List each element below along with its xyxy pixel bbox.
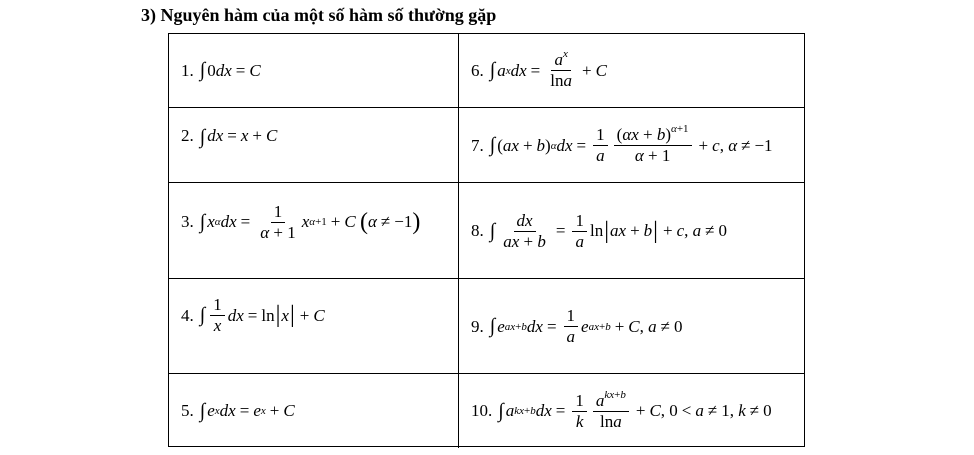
formula-5: 5. ∫ e x dx = e x + C bbox=[181, 399, 295, 422]
formula-3: 3. ∫ x α dx = $\frac{1}{\alpha + 1}$ x α+1 + C ( α ≠ −1 ) bbox=[181, 201, 421, 242]
section-heading: 3) Nguyên hàm của một số hàm số thường gặp bbox=[141, 5, 497, 25]
formula-6: 6. ∫ a x dx = $\frac{a^x}{\ln a}$ + C bbox=[471, 48, 607, 90]
formula-4: 4. ∫ $\frac{1}{x}$ dx = ln | x | + C bbox=[181, 295, 325, 335]
formula-7: 7. ∫ ( ax + b ) α dx = $\frac{1}{a}$ $\frac{(\alpha x + b)^{\alpha+1}}{\alpha + 1}$ + c , α ≠ −1 bbox=[471, 123, 773, 165]
table-row bbox=[169, 34, 804, 107]
formula-9: 9. ∫ e ax+b dx = $\frac{1}{a}$ e ax+b + C , a ≠ 0 bbox=[471, 306, 683, 346]
table-row bbox=[169, 373, 804, 448]
table-row bbox=[169, 278, 804, 374]
formula-8: 8. ∫ $\frac{dx}{ax + b}$ = $\frac{1}{a}$ ln | ax + b | + c , a ≠ 0 bbox=[471, 210, 727, 251]
formula-2: 2. ∫ dx = x + C bbox=[181, 126, 278, 148]
formula-1: 1. ∫ 0 dx = C bbox=[181, 59, 261, 81]
formula-table bbox=[168, 33, 805, 447]
formula-10: 10. ∫ a kx+b dx = $\frac{1}{k}$ $\frac{a^{kx+b}}{\ln a}$ + C , 0 < a ≠ 1, k ≠ 0 bbox=[471, 388, 772, 431]
